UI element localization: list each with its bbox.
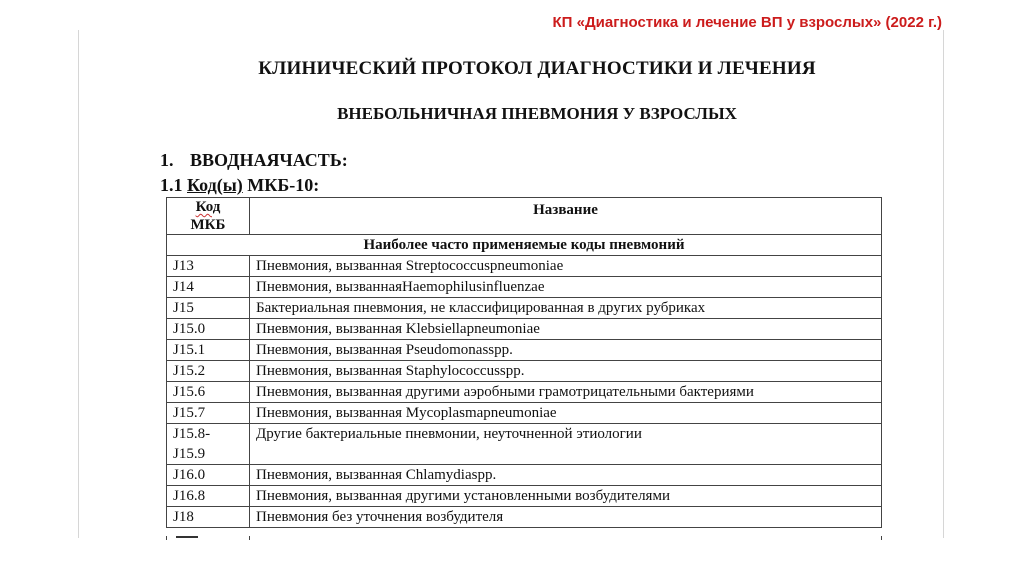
table-row xyxy=(167,298,882,319)
diagnosis-name: Пневмония, вызванная Klebsiellapneumoniae xyxy=(250,319,882,340)
bottom-crop xyxy=(0,538,1024,576)
header-code-line2: МКБ xyxy=(190,217,226,233)
icd-code: J15 xyxy=(173,300,194,316)
icd-code: J15.8- xyxy=(173,426,211,442)
icd-code-cell xyxy=(167,298,250,319)
cut-border-right xyxy=(881,536,882,540)
table-row xyxy=(167,319,882,340)
icd-code-cell xyxy=(167,340,250,361)
table-row xyxy=(167,486,882,507)
diagnosis-name: Пневмония, вызванная другими аэробными грамотрицательными бактериями xyxy=(250,382,882,403)
section-1-1-codes-word: Код(ы) xyxy=(187,175,243,195)
diagnosis-name: Другие бактериальные пневмонии, неуточненной этиологии xyxy=(250,424,882,465)
header-code-line1: Код xyxy=(195,199,221,215)
icd-code: J15.1 xyxy=(173,342,206,358)
header-name xyxy=(250,198,882,235)
diagnosis-name: Пневмония, вызванная другими установленными возбудителями xyxy=(250,486,882,507)
diagnosis-name: Пневмония без уточнения возбудителя xyxy=(250,507,882,528)
diagnosis-name: Пневмония, вызванная Pseudomonasspp. xyxy=(250,340,882,361)
diagnosis-name: Бактериальная пневмония, не классифицированная в других рубриках xyxy=(250,298,882,319)
icd-code: J15.0 xyxy=(173,321,206,337)
table-header-row xyxy=(167,198,882,235)
diagnosis-name: Пневмония, вызванная Chlamydiaspp. xyxy=(250,465,882,486)
table-row xyxy=(167,256,882,277)
table-row xyxy=(167,277,882,298)
icd-code: J13 xyxy=(173,258,194,274)
icd-code: J14 xyxy=(173,279,194,295)
icd-code: J16.0 xyxy=(173,467,206,483)
cut-border-left xyxy=(166,536,167,540)
icd-code-second: J15.9 xyxy=(173,446,206,462)
protocol-heading: КЛИНИЧЕСКИЙ ПРОТОКОЛ ДИАГНОСТИКИ И ЛЕЧЕНИЯ xyxy=(258,58,816,79)
section-1-number: 1. xyxy=(160,150,174,170)
header-name-label: Название xyxy=(533,202,598,218)
icd-code: J18 xyxy=(173,509,194,525)
section-1-heading xyxy=(160,150,348,171)
icd-code: J16.8 xyxy=(173,488,206,504)
icd-code-cell xyxy=(167,486,250,507)
icd-code-cell xyxy=(167,319,250,340)
icd-code-cell xyxy=(167,277,250,298)
header-code xyxy=(167,198,250,235)
icd-code: J15.2 xyxy=(173,363,206,379)
diagnosis-name: Пневмония, вызванная Mycoplasmapneumoniae xyxy=(250,403,882,424)
section-1-1-rest: МКБ-10: xyxy=(242,175,320,195)
table-row xyxy=(167,340,882,361)
icd-code-cell xyxy=(167,507,250,528)
section-1-title: ВВОДНАЯЧАСТЬ: xyxy=(190,150,348,170)
table-row xyxy=(167,424,882,465)
diagnosis-name: Пневмония, вызваннаяHaemophilusinfluenzae xyxy=(250,277,882,298)
table-row xyxy=(167,507,882,528)
icd-code-cell xyxy=(167,382,250,403)
icd-code-cell xyxy=(167,424,250,465)
section-1-1-number: 1.1 xyxy=(160,175,183,195)
diagnosis-name: Пневмония, вызванная Staphylococcusspp. xyxy=(250,361,882,382)
group-label: Наиболее часто применяемые коды пневмоний xyxy=(167,235,882,256)
cut-border-mid xyxy=(249,536,250,540)
table-row xyxy=(167,361,882,382)
icd-code: J15.7 xyxy=(173,405,206,421)
table-row xyxy=(167,403,882,424)
icd-code-cell xyxy=(167,256,250,277)
table-row xyxy=(167,382,882,403)
group-row xyxy=(167,235,882,256)
icd-code-cell xyxy=(167,403,250,424)
icd-code-cell xyxy=(167,465,250,486)
slide-title: КП «Диагностика и лечение ВП у взрослых» (2022 г.) xyxy=(552,14,942,31)
icd-code-cell xyxy=(167,361,250,382)
diagnosis-name: Пневмония, вызванная Streptococcuspneumoniae xyxy=(250,256,882,277)
cut-text-fragment xyxy=(176,536,198,540)
next-row-fragment xyxy=(166,536,882,540)
table-row xyxy=(167,465,882,486)
icd-codes-table xyxy=(166,197,882,528)
icd-code: J15.6 xyxy=(173,384,206,400)
disease-heading: ВНЕБОЛЬНИЧНАЯ ПНЕВМОНИЯ У ВЗРОСЛЫХ xyxy=(337,104,737,123)
section-1-1-heading xyxy=(160,175,319,196)
